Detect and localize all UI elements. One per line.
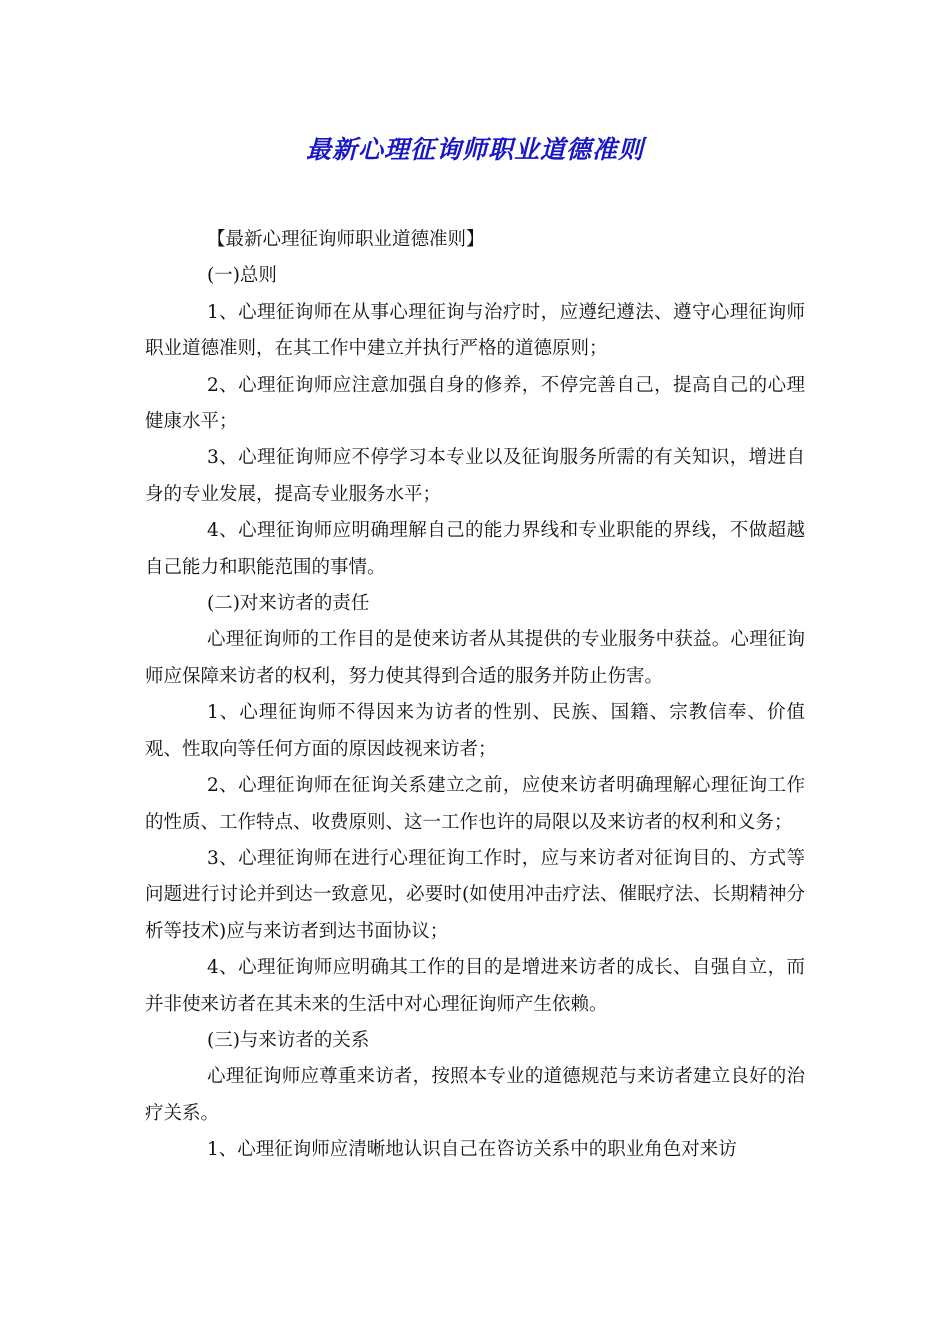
document-body xyxy=(145,222,805,1169)
paragraph-heading-bracket: 【最新心理征询师职业道德准则】 xyxy=(207,229,485,250)
paragraph: 1、心理征询师应清晰地认识自己在咨访关系中的职业角色对来访 xyxy=(207,1139,737,1161)
document-title: 最新心理征询师职业道德准则 xyxy=(305,135,644,164)
section-heading-responsibility: (二)对来访者的责任 xyxy=(207,593,370,615)
paragraph: 2、心理征询师在征询关系建立之前，应使来访者明确理解心理征询工作的性质、工作特点、收费原则、这一工作也许的局限以及来访者的权利和义务； xyxy=(145,775,805,833)
paragraph: 4、心理征询师应明确其工作的目的是增进来访者的成长、自强自立，而并非使来访者在其未来的生活中对心理征询师产生依赖。 xyxy=(145,957,805,1015)
paragraph: 1、心理征询师不得因来为访者的性别、民族、国籍、宗教信奉、价值观、性取向等任何方面的原因歧视来访者； xyxy=(145,702,805,760)
paragraph: 3、心理征询师在进行心理征询工作时，应与来访者对征询目的、方式等问题进行讨论并到达一致意见，必要时(如使用冲击疗法、催眠疗法、长期精神分析等技术)应与来访者到达书面协议； xyxy=(145,847,805,942)
section-heading-relationship: (三)与来访者的关系 xyxy=(207,1029,370,1051)
paragraph: 2、心理征询师应注意加强自身的修养，不停完善自己，提高自己的心理健康水平； xyxy=(145,374,805,433)
paragraph: 3、心理征询师应不停学习本专业以及征询服务所需的有关知识，增进自身的专业发展，提高专业服务水平； xyxy=(145,447,805,505)
paragraph: 4、心理征询师应明确理解自己的能力界线和专业职能的界线，不做超越自己能力和职能范围的事情。 xyxy=(145,520,805,578)
paragraph: 1、心理征询师在从事心理征询与治疗时，应遵纪遵法、遵守心理征询师职业道德准则，在其工作中建立并执行严格的道德原则； xyxy=(145,301,805,360)
section-heading-general: (一)总则 xyxy=(207,265,277,287)
paragraph: 心理征询师应尊重来访者，按照本专业的道德规范与来访者建立良好的治疗关系。 xyxy=(145,1066,805,1124)
paragraph: 心理征询师的工作目的是使来访者从其提供的专业服务中获益。心理征询师应保障来访者的权利，努力使其得到合适的服务并防止伤害。 xyxy=(145,629,805,687)
